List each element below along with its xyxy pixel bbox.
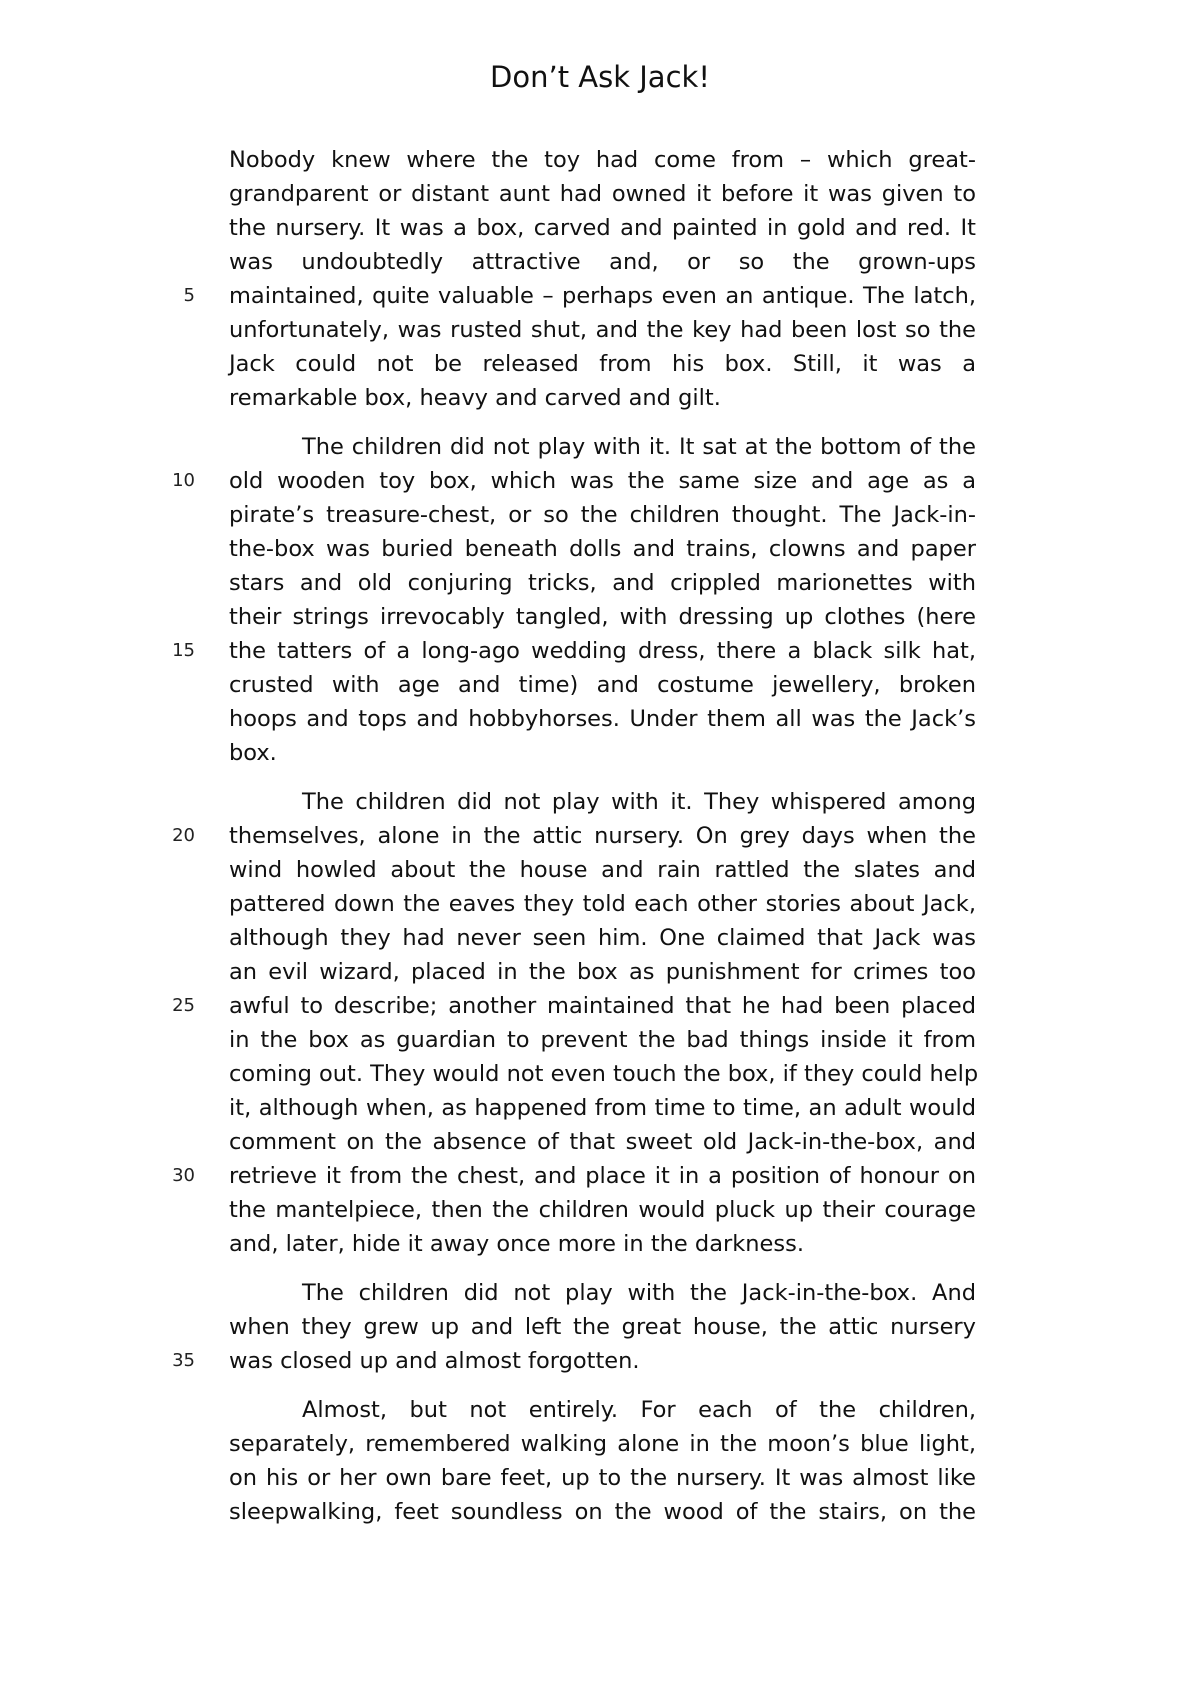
text-line: grandparent or distant aunt had owned it before it was given to [229,181,976,207]
line-number: 25 [172,995,195,1016]
text-line: Nobody knew where the toy had come from – which great- [229,147,976,173]
page-title: Don’t Ask Jack! [490,60,710,94]
text-line: Almost, but not entirely. For each of the children, [302,1397,976,1423]
text-line: comment on the absence of that sweet old Jack-in-the-box, and [229,1129,976,1155]
text-line: The children did not play with it. It sat at the bottom of the [302,434,976,460]
text-line: old wooden toy box, which was the same size and age as a [229,468,976,494]
text-line: the nursery. It was a box, carved and painted in gold and red. It [229,215,976,241]
text-line: unfortunately, was rusted shut, and the key had been lost so the [229,317,976,343]
text-line: the mantelpiece, then the children would pluck up their courage [229,1197,976,1223]
text-line: their strings irrevocably tangled, with dressing up clothes (here [229,604,976,630]
line-number: 10 [172,470,195,491]
text-line: although they had never seen him. One claimed that Jack was [229,925,976,951]
text-line: The children did not play with the Jack-in-the-box. And [302,1280,976,1306]
text-line: was undoubtedly attractive and, or so the grown-ups [229,249,976,275]
text-line: box. [229,740,277,766]
text-line: pattered down the eaves they told each other stories about Jack, [229,891,976,917]
line-number: 20 [172,825,195,846]
text-line: the-box was buried beneath dolls and trains, clowns and paper [229,536,976,562]
line-number: 35 [172,1350,195,1371]
text-line: pirate’s treasure-chest, or so the children thought. The Jack-in- [229,502,976,528]
text-line: awful to describe; another maintained that he had been placed [229,993,976,1019]
text-line: on his or her own bare feet, up to the nursery. It was almost like [229,1465,976,1491]
text-line: it, although when, as happened from time to time, an adult would [229,1095,976,1121]
text-line: crusted with age and time) and costume jewellery, broken [229,672,976,698]
text-line: in the box as guardian to prevent the bad things inside it from [229,1027,976,1053]
text-line: The children did not play with it. They whispered among [302,789,976,815]
text-line: the tatters of a long-ago wedding dress, there a black silk hat, [229,638,976,664]
line-number: 30 [172,1165,195,1186]
text-line: retrieve it from the chest, and place it in a position of honour on [229,1163,976,1189]
text-line: stars and old conjuring tricks, and crippled marionettes with [229,570,976,596]
text-line: coming out. They would not even touch the box, if they could help [229,1061,979,1087]
text-line: maintained, quite valuable – perhaps even an antique. The latch, [229,283,976,309]
text-line: when they grew up and left the great house, the attic nursery [229,1314,976,1340]
text-line: an evil wizard, placed in the box as punishment for crimes too [229,959,976,985]
text-line: hoops and tops and hobbyhorses. Under them all was the Jack’s [229,706,976,732]
text-line: was closed up and almost forgotten. [229,1348,640,1374]
text-line: sleepwalking, feet soundless on the wood of the stairs, on the [229,1499,976,1525]
line-number: 15 [172,640,195,661]
line-number: 5 [183,285,195,306]
text-line: themselves, alone in the attic nursery. On grey days when the [229,823,976,849]
text-line: separately, remembered walking alone in the moon’s blue light, [229,1431,976,1457]
text-line: remarkable box, heavy and carved and gilt. [229,385,721,411]
text-line: and, later, hide it away once more in the darkness. [229,1231,804,1257]
text-line: wind howled about the house and rain rattled the slates and [229,857,976,883]
text-line: Jack could not be released from his box. Still, it was a [229,351,976,377]
